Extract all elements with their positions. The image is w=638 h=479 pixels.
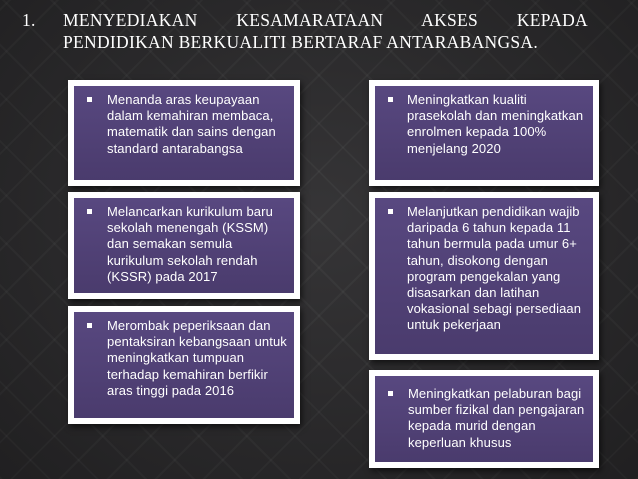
card-panel [74, 86, 294, 180]
card-panel [375, 86, 593, 180]
heading-number: 1. [22, 10, 36, 30]
card-text: Meningkatkan kualiti prasekolah dan meningkatkan enrolmen kepada 100% menjelang 2020 [407, 92, 584, 156]
initiative-card-6 [369, 370, 599, 468]
card-text: Melanjutkan pendidikan wajib daripada 6 tahun kepada 11 tahun bermula pada umur 6+ tahun, disokong dengan program pengekalan yang disasarkan dan latihan vokasional sebagi persediaan untuk pekerjaan [407, 204, 582, 333]
card-text: Merombak peperiksaan dan pentaksiran kebangsaan untuk meningkatkan tumpuan terhadap kemahiran berfikir aras tinggi pada 2016 [107, 318, 287, 398]
bullet-icon [87, 323, 92, 328]
initiative-card-4 [369, 80, 599, 186]
bullet-icon [87, 97, 92, 102]
bullet-icon [388, 209, 393, 214]
initiative-card-3 [68, 306, 300, 424]
bullet-icon [388, 391, 393, 396]
card-text: Meningkatkan pelaburan bagi sumber fizikal dan pengajaran kepada murid dengan keperluan khusus [408, 386, 585, 450]
card-text: Menanda aras keupayaan dalam kemahiran membaca, matematik dan sains dengan standard antarabangsa [107, 92, 276, 156]
bullet-icon [87, 209, 92, 214]
slide-heading [22, 9, 588, 53]
card-panel [74, 198, 294, 293]
card-panel [375, 376, 593, 462]
initiative-card-5 [369, 192, 599, 360]
initiative-card-1 [68, 80, 300, 186]
card-panel [375, 198, 593, 354]
bullet-icon [388, 97, 393, 102]
heading-text: MENYEDIAKAN KESAMARATAAN AKSES KEPADA PENDIDIKAN BERKUALITI BERTARAF ANTARABANGSA. [63, 10, 588, 52]
card-panel [74, 312, 294, 418]
card-text: Melancarkan kurikulum baru sekolah menengah (KSSM) dan semakan semula kurikulum sekolah rendah (KSSR) pada 2017 [107, 204, 273, 284]
initiative-card-2 [68, 192, 300, 299]
